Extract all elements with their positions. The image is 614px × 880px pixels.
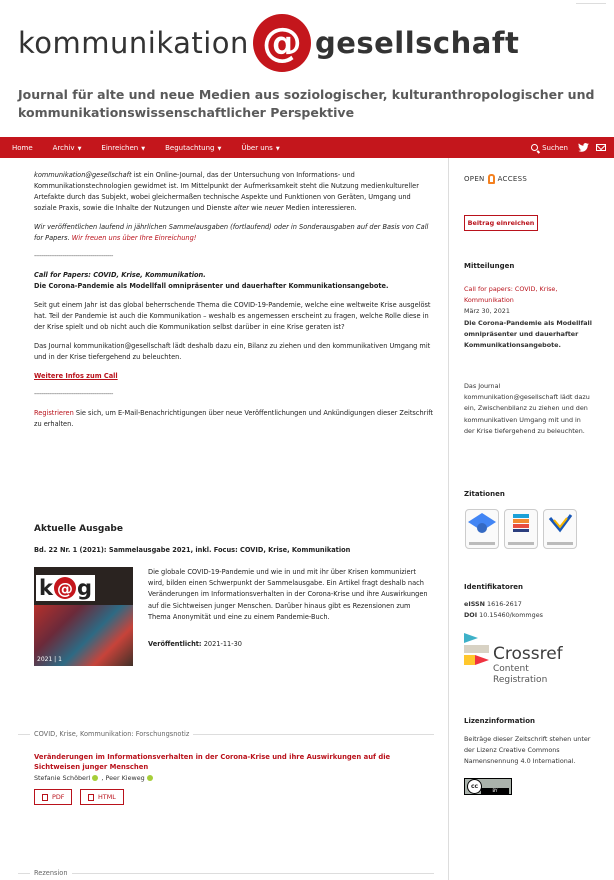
article-authors xyxy=(34,774,156,782)
eissn-value: 1616-2617 xyxy=(487,600,522,608)
news-link[interactable]: Call for papers: COVID, Krise, Kommunikation xyxy=(464,285,558,305)
nav-begutachtung-label: Begutachtung xyxy=(165,143,215,152)
nav-ueber-uns-label: Über uns xyxy=(241,143,273,152)
eissn-label: eISSN xyxy=(464,600,485,608)
dimensions-badge[interactable] xyxy=(504,509,538,549)
cc-icon: cc xyxy=(467,779,482,794)
issue-title[interactable]: Bd. 22 Nr. 1 (2021): Sammelausgabe 2021, inkl. Focus: COVID, Krise, Kommunikation xyxy=(34,546,351,554)
orcid-icon[interactable] xyxy=(147,775,153,781)
news-date: März 30, 2021 xyxy=(464,307,510,316)
section-divider xyxy=(18,873,434,874)
doi-value: 10.15460/kommges xyxy=(479,611,543,620)
news-subtitle: Die Corona-Pandemie als Modellfall omnipräsenter und dauerhafter Kommunikationsangebote. xyxy=(464,318,592,350)
oa-left: OPEN xyxy=(464,175,485,183)
issue-description: Die globale COVID-19-Pandemie und wie in und mit ihr über Krisen kommuniziert wird, bilden einen Schwerpunkt der Sammelausgabe. Ein Artikel fragt deshalb nach Veränderungen im Informationsverhalten in der Corona-Krise und ihre Auswirkungen auf die Sichtweisen junger Menschen. Darüber hinaus gibt es Rezensionen zum Thema Anonymität und eine zu einem Pandemie-Buch. xyxy=(148,568,428,621)
section-label: COVID, Krise, Kommunikation: Forschungsnotiz xyxy=(30,730,193,738)
search-link[interactable] xyxy=(531,144,568,152)
published-date: 2021-11-30 xyxy=(203,640,243,648)
citations-heading: Zitationen xyxy=(464,490,505,498)
cover-logo-k: k xyxy=(39,576,53,600)
intro-paragraph xyxy=(34,170,434,214)
brand-left: kommunikation xyxy=(18,26,249,60)
cfp-title: Call for Papers: COVID, Krise, Kommunikation. xyxy=(34,271,206,279)
nav-archiv[interactable] xyxy=(53,144,82,152)
issue-published xyxy=(148,640,242,648)
site-logo[interactable] xyxy=(18,14,519,72)
cover-logo xyxy=(36,575,95,601)
nav-einreichen-label: Einreichen xyxy=(101,143,139,152)
article-title[interactable]: Veränderungen im Informationsverhalten in der Corona-Krise und ihre Auswirkungen auf die Sichtweisen junger Menschen xyxy=(34,753,391,771)
author-name: Peer Kieweg xyxy=(105,774,145,782)
intro-text-a: ist ein Online-Journal, das der Untersuchung von Informations- und Kommunikationstechnologien gewidmet ist. Im Mittelpunkt der Aufmerksamkeit steht die Nutzung medienkultureller Artefakte durch das Subjekt, wobei gleichermaßen technische Aspekte und Funktionen von Geräten, Umgang und soziale Praxis, sowie die Inhalte der Nutzungen und Dienste xyxy=(34,171,419,212)
badge-caption xyxy=(547,542,573,545)
caret-down-icon: ▼ xyxy=(217,145,222,152)
submission-link[interactable]: Wir freuen uns über Ihre Einreichung! xyxy=(71,234,197,242)
crossref-mark-icon xyxy=(464,633,489,667)
google-scholar-badge[interactable] xyxy=(465,509,499,549)
caret-down-icon: ▼ xyxy=(77,145,82,152)
caret-down-icon: ▼ xyxy=(141,145,146,152)
file-icon xyxy=(88,794,94,801)
search-icon xyxy=(531,144,538,151)
crossref-logo[interactable] xyxy=(464,633,574,688)
news-block xyxy=(464,284,592,351)
nav-right xyxy=(531,137,606,158)
brand-at-icon: @ xyxy=(253,14,311,72)
nav-ueber-uns[interactable] xyxy=(241,144,279,152)
cfp-subtitle: Die Corona-Pandemie als Modellfall omnipräsenter und dauerhafter Kommunikationsangebote. xyxy=(34,282,389,290)
open-access-logo xyxy=(464,174,527,184)
news-heading: Mitteilungen xyxy=(464,262,515,270)
by-label: BY xyxy=(481,788,509,794)
oa-right: ACCESS xyxy=(497,175,528,183)
badge-caption xyxy=(469,542,495,545)
pdf-label: PDF xyxy=(52,793,65,801)
register-link[interactable]: Registrieren xyxy=(34,409,74,417)
news-text: Das Journal kommunikation@gesellschaft lädt dazu ein, Zwischenbilanz zu ziehen und den kommunikativen Umgang mit und in der Krise tiefergehend zu beleuchten. xyxy=(464,382,590,435)
doi-label: DOI xyxy=(464,611,478,620)
identifiers-heading: Identifikatoren xyxy=(464,583,523,591)
nav-einreichen[interactable] xyxy=(101,144,145,152)
sidebar-divider xyxy=(448,158,449,880)
open-lock-icon xyxy=(488,174,495,184)
crossref-sub1: Content xyxy=(493,664,529,674)
register-text: Sie sich, um E-Mail-Benachrichtigungen über neue Veröffentlichungen und Ankündigungen dieser Zeitschrift zu erhalten. xyxy=(34,409,433,428)
orcid-icon[interactable] xyxy=(92,775,98,781)
semantic-scholar-icon xyxy=(544,510,576,536)
license-text: Beiträge dieser Zeitschrift stehen unter der Lizenz Creative Commons Namensnennung 4.0 International. xyxy=(464,735,591,766)
publish-text: Wir veröffentlichen laufend in jährlichen Sammelausgaben (fortlaufend) oder in Sonderausgaben auf der Basis von Call for Papers. xyxy=(34,223,429,242)
cover-at-icon: @ xyxy=(54,577,76,599)
badge-caption xyxy=(508,542,534,545)
publish-paragraph xyxy=(34,222,434,244)
nav-begutachtung[interactable] xyxy=(165,144,221,152)
crossref-sub2: Registration xyxy=(493,675,548,685)
html-button[interactable] xyxy=(80,789,124,805)
intro-alter: alter xyxy=(233,204,249,212)
issue-cover-image[interactable] xyxy=(34,567,133,666)
submit-article-button[interactable]: Beitrag einreichen xyxy=(464,215,538,231)
intro-text-mid: wie xyxy=(248,204,265,212)
more-info-link[interactable]: Weitere Infos zum Call xyxy=(34,372,118,380)
cfp-paragraph-2: Das Journal kommunikation@gesellschaft lädt deshalb dazu ein, Bilanz zu ziehen und den kommunikativen Umgang mit und in der Krise tiefergehend zu beleuchten. xyxy=(34,342,431,361)
register-paragraph xyxy=(34,408,434,430)
site-tagline: Journal für alte und neue Medien aus soziologischer, kulturanthropologischer und kommunikationswissenschaftlicher Perspektive xyxy=(18,87,595,120)
nav-home-label: Home xyxy=(12,143,33,152)
intro-text-end: Medien interessieren. xyxy=(283,204,357,212)
html-label: HTML xyxy=(98,793,116,801)
author-separator: , xyxy=(101,774,104,782)
search-label: Suchen xyxy=(542,143,568,152)
main-content xyxy=(34,170,434,438)
current-issue-heading: Aktuelle Ausgabe xyxy=(34,524,123,534)
identifiers-block xyxy=(464,599,592,621)
cover-logo-g: g xyxy=(76,576,93,600)
journal-name: kommunikation@gesellschaft xyxy=(34,171,132,179)
published-label: Veröffentlicht: xyxy=(148,640,202,648)
license-heading: Lizenzinformation xyxy=(464,717,535,725)
site-header xyxy=(0,0,614,137)
cfp-paragraph-1: Seit gut einem Jahr ist das global beherrschende Thema die COVID-19-Pandemie, welche eine weltweite Krise ausgelöst hat. Teil der Pandemie ist auch die Kommunikation – weshalb es angemessen erscheint zu fragen, welche Rolle diese in der Krise spielt und ob nicht auch die Kommunikation selbst darüber in eine Krise geraten ist? xyxy=(34,301,431,331)
twitter-icon[interactable] xyxy=(578,143,589,152)
nav-archiv-label: Archiv xyxy=(52,143,75,152)
separator: ------------------------------------------ xyxy=(34,252,113,260)
nav-home[interactable] xyxy=(12,144,33,152)
dimensions-icon xyxy=(505,510,537,536)
intro-neuer: neuer xyxy=(264,204,284,212)
file-icon xyxy=(42,794,48,801)
top-divider xyxy=(576,0,606,4)
pdf-button[interactable] xyxy=(34,789,72,805)
cc-by-badge[interactable] xyxy=(464,778,512,795)
cover-number: 2021 | 1 xyxy=(37,656,62,663)
semantic-scholar-badge[interactable] xyxy=(543,509,577,549)
brand-right: gesellschaft xyxy=(314,26,520,60)
section-label: Rezension xyxy=(30,869,72,877)
scholar-icon xyxy=(466,510,498,536)
author-name: Stefanie Schöberl xyxy=(34,774,91,782)
caret-down-icon: ▼ xyxy=(275,145,280,152)
mail-icon[interactable] xyxy=(596,144,606,151)
separator: ------------------------------------------ xyxy=(34,390,113,398)
crossref-sub xyxy=(493,664,547,686)
main-nav xyxy=(0,137,614,158)
crossref-word: Crossref xyxy=(493,644,563,664)
